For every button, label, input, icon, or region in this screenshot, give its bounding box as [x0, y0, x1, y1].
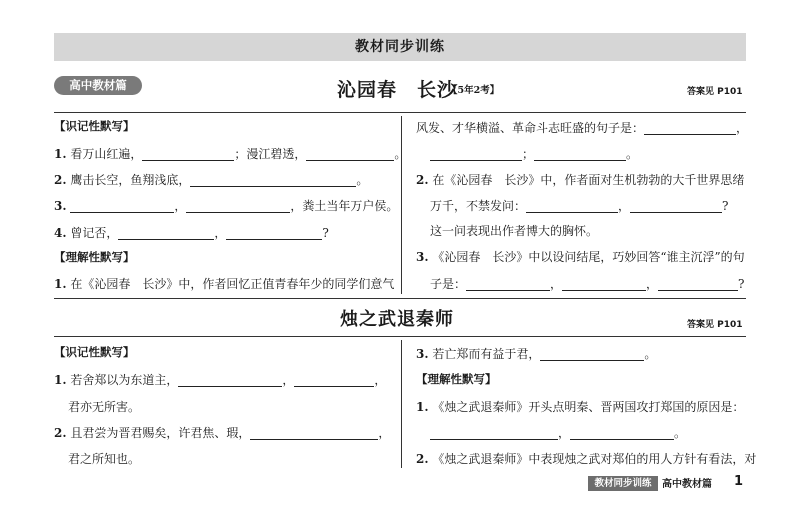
page-number: 1	[734, 474, 744, 489]
question-number: 2.	[416, 452, 429, 466]
question-number: 3.	[416, 250, 429, 264]
poem2-q4-cont	[430, 424, 686, 441]
question-text: 这一问表现出作者博大的胸怀。	[430, 224, 599, 238]
question-text: ，	[550, 277, 563, 291]
poem1-q2	[54, 171, 368, 188]
question-number: 2.	[416, 173, 429, 187]
answer-blank[interactable]	[430, 147, 522, 161]
question-text: 《烛之武退秦师》中表现烛之武对郑伯的用人方针有看法，对	[432, 452, 757, 466]
answer-blank[interactable]	[70, 199, 174, 213]
footer-text: 高中教材篇	[662, 479, 712, 490]
poem2-q1-cont: 君亦无所害。	[68, 400, 141, 414]
poem2-answer-ref: 答案见 P101	[687, 320, 743, 330]
answer-blank[interactable]	[540, 347, 644, 361]
question-text: 。	[626, 147, 639, 161]
answer-blank[interactable]	[466, 277, 550, 291]
poem2-q1	[54, 371, 386, 388]
answer-blank[interactable]	[534, 147, 626, 161]
question-text: 万千，不禁发问：	[430, 199, 527, 213]
divider-middle	[54, 298, 746, 299]
answer-blank[interactable]	[526, 199, 618, 213]
divider-poem2	[54, 336, 746, 337]
question-text: ?	[722, 199, 729, 213]
answer-blank[interactable]	[630, 199, 722, 213]
section-badge: 高中教材篇	[54, 76, 142, 95]
answer-blank[interactable]	[430, 426, 558, 440]
answer-blank[interactable]	[306, 147, 394, 161]
question-text: ?	[738, 277, 745, 291]
answer-blank[interactable]	[142, 147, 234, 161]
poem1-r2	[430, 145, 638, 162]
question-number: 1.	[54, 373, 67, 387]
answer-blank[interactable]	[178, 373, 282, 387]
question-text: 。	[644, 347, 657, 361]
question-text: ，	[374, 373, 387, 387]
question-text: ?	[322, 226, 329, 240]
poem1-section-understand: 【理解性默写】	[54, 250, 135, 264]
poem1-q5	[54, 275, 394, 292]
question-text: 风发、才华横溢、革命斗志旺盛的句子是：	[416, 121, 645, 135]
question-text: 《沁园春 长沙》中以设问结尾，巧妙回答“谁主沉浮”的句	[432, 250, 745, 264]
question-text: ，	[282, 373, 295, 387]
poem1-section-memorize: 【识记性默写】	[54, 119, 135, 133]
poem2-q3	[416, 345, 656, 362]
answer-blank[interactable]	[644, 121, 736, 135]
question-text: ，	[174, 199, 187, 213]
answer-blank[interactable]	[658, 277, 738, 291]
answer-blank[interactable]	[186, 199, 290, 213]
question-text: 《烛之武退秦师》开头点明秦、晋两国攻打郑国的原因是：	[432, 400, 745, 414]
question-number: 3.	[54, 199, 67, 213]
poem1-title: 沁园春 长沙	[336, 79, 457, 101]
poem2-title: 烛之武退秦师	[340, 309, 454, 330]
poem1-r5	[430, 222, 598, 239]
answer-blank[interactable]	[294, 373, 374, 387]
poem2-q2	[54, 424, 390, 441]
answer-blank[interactable]	[250, 426, 378, 440]
answer-blank[interactable]	[226, 226, 322, 240]
question-number: 1.	[54, 147, 67, 161]
question-text: ；	[522, 147, 535, 161]
question-text: ，	[558, 426, 571, 440]
question-text: 看万山红遍，	[70, 147, 143, 161]
answer-blank[interactable]	[562, 277, 646, 291]
question-number: 1.	[54, 277, 67, 291]
poem1-r4	[430, 197, 728, 214]
poem2-q4	[416, 398, 744, 415]
question-text: ；漫江碧透，	[234, 147, 307, 161]
answer-blank[interactable]	[570, 426, 674, 440]
question-text: 鹰击长空，鱼翔浅底，	[70, 173, 191, 187]
question-text: ，	[736, 121, 749, 135]
question-text: 。	[356, 173, 369, 187]
poem1-r1	[416, 119, 748, 136]
question-text: 在《沁园春 长沙》中，作者面对生机勃勃的大千世界思绪	[432, 173, 745, 187]
footer-tag: 教材同步训练	[588, 476, 658, 491]
poem1-exam-tag: 【5年2考】	[448, 85, 500, 96]
poem1-r7	[430, 275, 744, 292]
question-text: 且君尝为晋君赐矣，许君焦、瑕，	[70, 426, 251, 440]
page-header-title: 教材同步训练	[355, 39, 445, 55]
question-text: 曾记否，	[70, 226, 119, 240]
question-text: 。	[674, 426, 687, 440]
answer-blank[interactable]	[118, 226, 214, 240]
question-number: 3.	[416, 347, 429, 361]
question-text: ，	[214, 226, 227, 240]
question-text: ，	[378, 426, 391, 440]
question-text: ，	[618, 199, 631, 213]
question-text: ，粪土当年万户侯。	[290, 199, 399, 213]
poem2-q5	[416, 450, 756, 467]
question-text: ，	[646, 277, 659, 291]
poem1-answer-ref: 答案见 P101	[687, 87, 743, 97]
question-number: 1.	[416, 400, 429, 414]
question-text: 。	[394, 147, 407, 161]
question-number: 2.	[54, 426, 67, 440]
poem1-r6	[416, 248, 745, 265]
poem1-q3	[54, 197, 398, 214]
question-text: 在《沁园春 长沙》中，作者回忆正值青春年少的同学们意气	[70, 277, 395, 291]
column-divider-2	[401, 340, 402, 468]
question-text: 若舍郑以为东道主，	[70, 373, 179, 387]
answer-blank[interactable]	[190, 173, 356, 187]
poem1-q1	[54, 145, 406, 162]
poem1-q4	[54, 224, 329, 241]
question-text: 子是：	[430, 277, 467, 291]
divider-top	[54, 112, 746, 113]
question-number: 4.	[54, 226, 67, 240]
question-text: 若亡郑而有益于君，	[432, 347, 541, 361]
poem2-section-memorize: 【识记性默写】	[54, 345, 135, 359]
poem2-section-understand: 【理解性默写】	[416, 372, 497, 386]
poem1-r3	[416, 171, 744, 188]
poem2-q2-cont: 君之所知也。	[68, 452, 141, 466]
question-number: 2.	[54, 173, 67, 187]
column-divider-1	[401, 116, 402, 294]
